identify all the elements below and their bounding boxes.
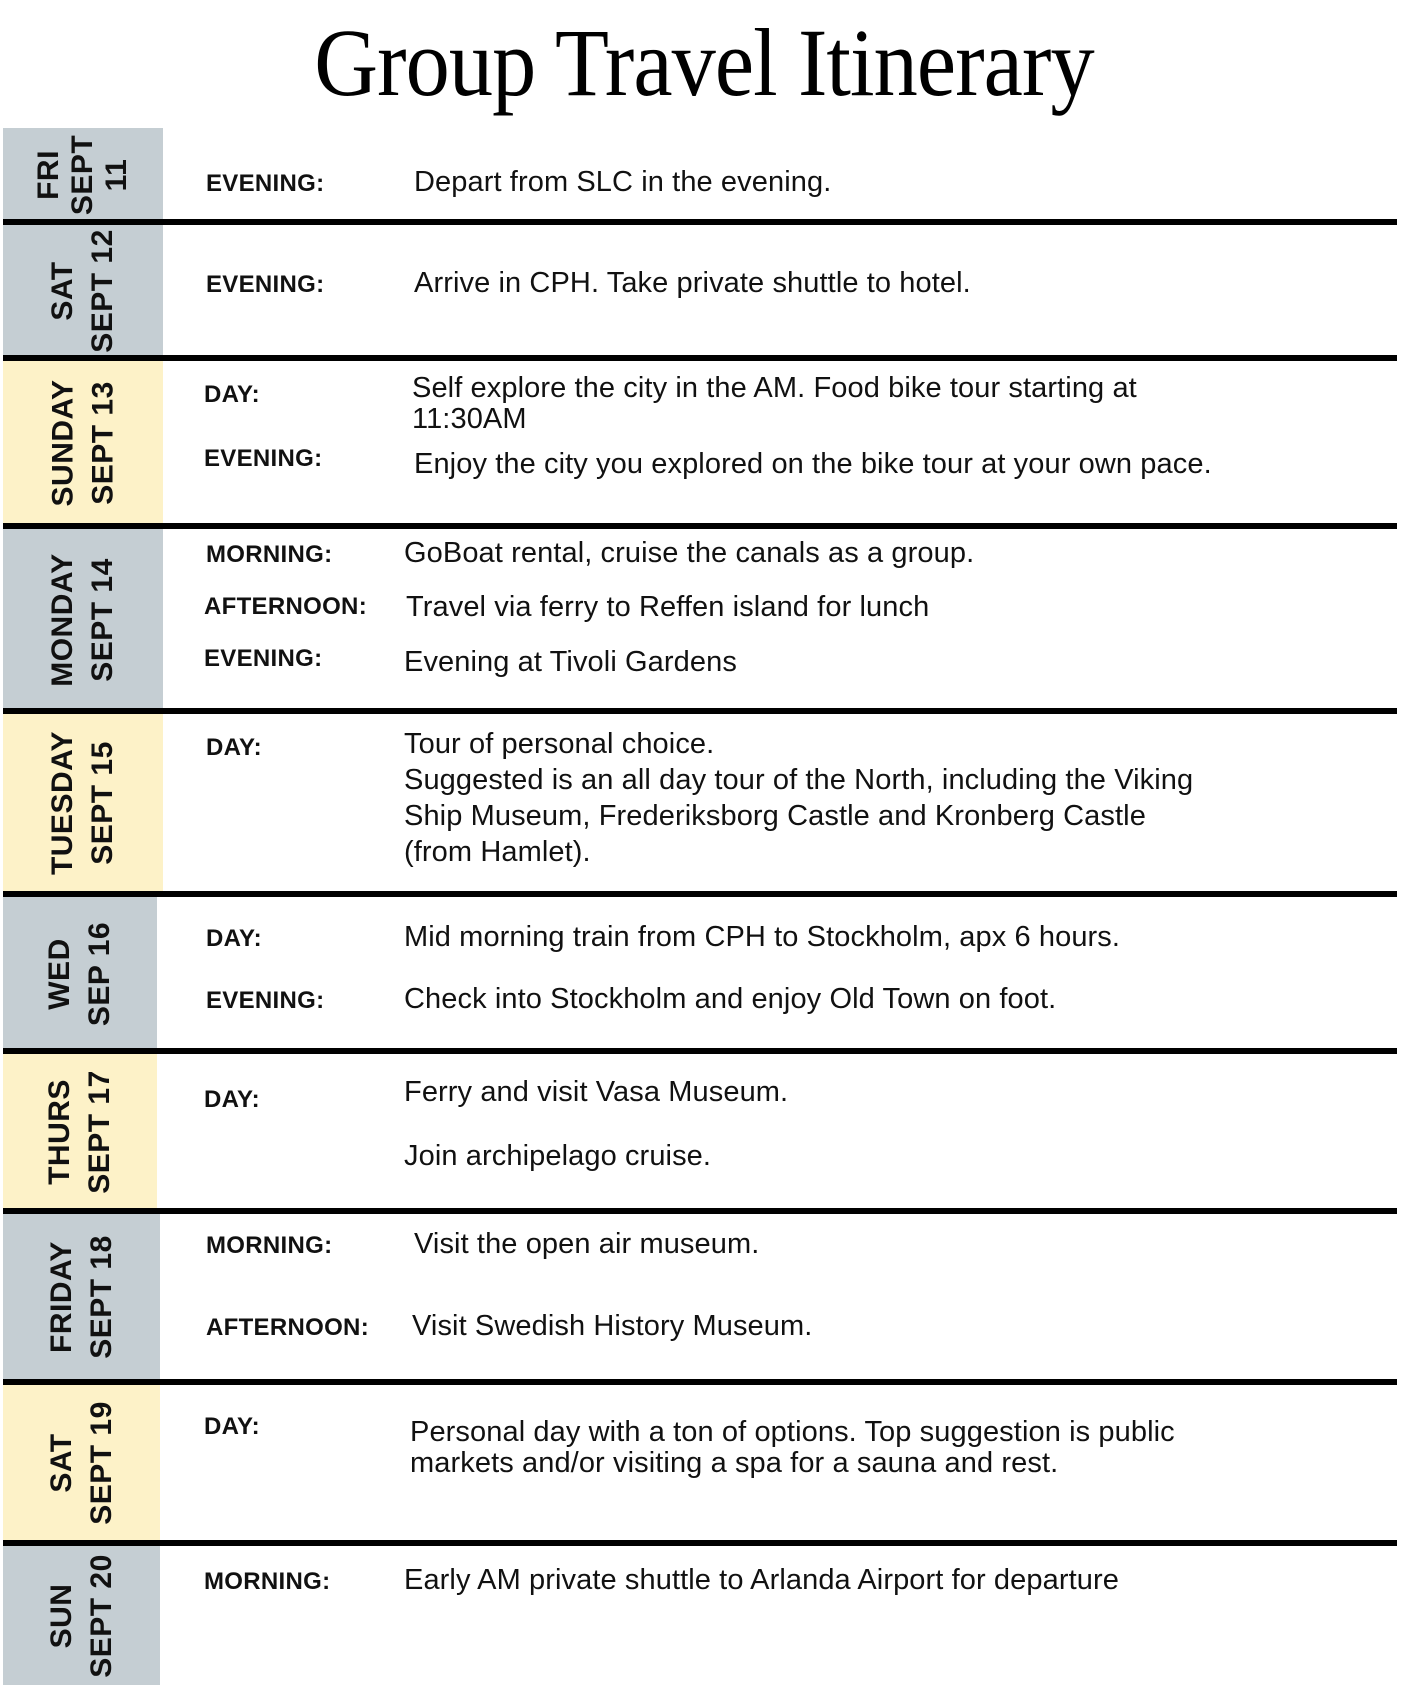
day-date: SEPT 13 bbox=[86, 380, 119, 505]
day-row-tuesday-sept-15 bbox=[0, 714, 1400, 892]
day-band bbox=[3, 1385, 160, 1540]
slot-text: Arrive in CPH. Take private shuttle to hotel. bbox=[414, 267, 971, 299]
day-band bbox=[3, 1054, 157, 1209]
day-weekday: FRIDAY bbox=[44, 1241, 78, 1353]
slot-label: MORNING: bbox=[206, 1232, 333, 1259]
day-row-sat-sept-19 bbox=[0, 1385, 1400, 1540]
day-row-sun-sept-20 bbox=[0, 1546, 1400, 1685]
slot-label: DAY: bbox=[204, 381, 260, 408]
day-band bbox=[3, 1214, 160, 1380]
day-date: SEPT 14 bbox=[85, 558, 119, 682]
day-band bbox=[3, 1546, 160, 1685]
slot-text: Tour of personal choice. bbox=[404, 728, 715, 760]
day-weekday: SUN bbox=[44, 1583, 78, 1648]
day-weekday: MONDAY bbox=[45, 553, 79, 687]
slot-text: Visit Swedish History Museum. bbox=[412, 1310, 813, 1342]
day-row-fri-sept-11 bbox=[0, 128, 1400, 222]
slot-label: EVENING: bbox=[206, 170, 325, 197]
slot-text: GoBoat rental, cruise the canals as a group. bbox=[404, 537, 975, 569]
day-row-monday-sept-14 bbox=[0, 529, 1400, 711]
day-row-sunday-sept-13 bbox=[0, 361, 1400, 524]
slot-label: DAY: bbox=[204, 1086, 260, 1113]
slot-text: Mid morning train from CPH to Stockholm, apx 6 hours. bbox=[404, 921, 1121, 953]
slot-text: Ferry and visit Vasa Museum. bbox=[404, 1076, 789, 1108]
day-band bbox=[3, 897, 157, 1050]
slot-label: EVENING: bbox=[206, 271, 325, 298]
slot-label: MORNING: bbox=[204, 1568, 331, 1595]
day-band bbox=[3, 128, 163, 222]
day-date-number: 11 bbox=[99, 158, 133, 192]
day-date: SEP 16 bbox=[82, 921, 116, 1026]
slot-label: AFTERNOON: bbox=[206, 1314, 369, 1341]
slot-label: EVENING: bbox=[204, 645, 323, 672]
day-weekday: FRI bbox=[31, 150, 65, 200]
day-row-sat-sept-12 bbox=[0, 225, 1400, 356]
day-row-wed-sep-16 bbox=[0, 897, 1400, 1050]
slot-text: Personal day with a ton of options. Top suggestion is public markets and/or visiting a spa for a sauna and rest. bbox=[410, 1416, 1175, 1479]
day-date: SEPT 19 bbox=[84, 1400, 118, 1525]
slot-label: EVENING: bbox=[204, 445, 323, 472]
slot-text-extra: Join archipelago cruise. bbox=[404, 1140, 712, 1172]
slot-text: Enjoy the city you explored on the bike tour at your own pace. bbox=[414, 448, 1212, 480]
day-weekday: WED bbox=[42, 937, 76, 1010]
day-date: SEPT 18 bbox=[84, 1235, 118, 1359]
day-row-friday-sept-18 bbox=[0, 1214, 1400, 1380]
slot-text: Evening at Tivoli Gardens bbox=[404, 646, 737, 678]
slot-label: AFTERNOON: bbox=[204, 593, 367, 620]
slot-text: Visit the open air museum. bbox=[414, 1228, 760, 1260]
day-weekday: SUNDAY bbox=[46, 379, 79, 506]
slot-text-extra: Suggested is an all day tour of the North, including the Viking Ship Museum, Frederiksborg Castle and Kronberg Castle (from Hamlet). bbox=[404, 764, 1194, 868]
day-date: SEPT 12 bbox=[86, 228, 119, 353]
slot-text: Early AM private shuttle to Arlanda Airport for departure bbox=[404, 1564, 1119, 1596]
page-title: Group Travel Itinerary bbox=[314, 9, 1094, 116]
day-date: SEPT 20 bbox=[84, 1553, 118, 1678]
day-date: SEPT bbox=[65, 134, 99, 216]
day-band bbox=[3, 361, 163, 524]
day-band bbox=[3, 225, 163, 356]
day-date: SEPT 15 bbox=[85, 741, 119, 865]
day-weekday: SAT bbox=[44, 1432, 78, 1493]
slot-label: DAY: bbox=[204, 1413, 260, 1440]
slot-label: MORNING: bbox=[206, 541, 333, 568]
slot-text: Travel via ferry to Reffen island for lunch bbox=[406, 591, 930, 623]
day-weekday: THURS bbox=[43, 1078, 76, 1185]
day-weekday: TUESDAY bbox=[45, 730, 79, 876]
day-band bbox=[3, 714, 163, 892]
day-weekday: SAT bbox=[46, 260, 79, 321]
slot-text: Check into Stockholm and enjoy Old Town on foot. bbox=[404, 983, 1057, 1015]
day-band bbox=[3, 529, 163, 711]
slot-label: DAY: bbox=[206, 925, 262, 952]
slot-label: DAY: bbox=[206, 734, 262, 761]
slot-text: Depart from SLC in the evening. bbox=[414, 166, 832, 198]
slot-label: EVENING: bbox=[206, 987, 325, 1014]
slot-text: Self explore the city in the AM. Food bike tour starting at 11:30AM bbox=[412, 372, 1137, 435]
day-date: SEPT 17 bbox=[83, 1069, 116, 1194]
day-row-thurs-sept-17 bbox=[0, 1054, 1400, 1209]
